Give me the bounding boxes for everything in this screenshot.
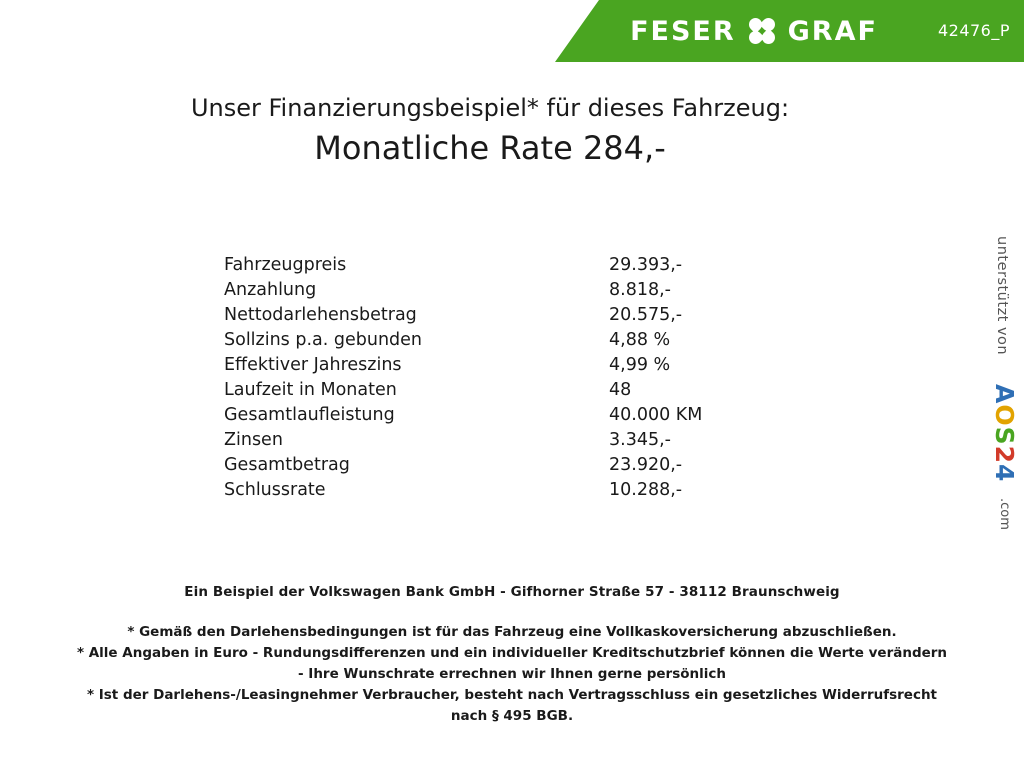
aos24-letter-2: O <box>990 404 1019 427</box>
row-value: 4,99 % <box>609 355 671 375</box>
table-row <box>224 480 784 505</box>
legal-notes <box>0 622 1024 727</box>
supported-by-sidebar <box>988 236 1024 536</box>
row-value: 48 <box>609 380 632 400</box>
row-value: 29.393,- <box>609 255 683 275</box>
row-value: 20.575,- <box>609 305 683 325</box>
brand-name-first: FESER <box>630 15 736 47</box>
brand-logo <box>599 0 909 62</box>
table-row <box>224 455 784 480</box>
title-block <box>0 94 980 167</box>
row-value: 3.345,- <box>609 430 671 450</box>
aos24-logo <box>990 384 1019 482</box>
table-row <box>224 255 784 280</box>
document-footer <box>0 584 1024 727</box>
table-row <box>224 355 784 380</box>
reference-code: 42476_P <box>937 21 1010 40</box>
finance-details-table <box>224 255 784 505</box>
banner-slant-decoration <box>555 0 599 62</box>
page-subtitle: Unser Finanzierungsbeispiel* für dieses Fahrzeug: <box>190 94 790 122</box>
row-label: Gesamtlaufleistung <box>224 405 395 425</box>
row-label: Anzahlung <box>224 280 317 300</box>
table-row <box>224 280 784 305</box>
aos24-letter-1: A <box>990 384 1019 405</box>
document-header <box>0 0 1024 62</box>
row-value: 4,88 % <box>609 330 671 350</box>
page-title: Monatliche Rate 284,- <box>314 129 666 167</box>
table-row <box>224 305 784 330</box>
legal-note-2: * Alle Angaben in Euro - Rundungsdifferenzen und ein individueller Kreditschutzbrief können die Werte verändern <box>76 644 948 661</box>
table-row <box>224 430 784 455</box>
brand-banner <box>599 0 1024 62</box>
table-row <box>224 380 784 405</box>
row-value: 40.000 KM <box>609 405 703 425</box>
row-label: Fahrzeugpreis <box>224 255 347 275</box>
row-label: Zinsen <box>224 430 283 450</box>
row-value: 10.288,- <box>609 480 683 500</box>
legal-note-3: - Ihre Wunschrate errechnen wir Ihnen gerne persönlich <box>298 665 726 682</box>
row-label: Sollzins p.a. gebunden <box>224 330 423 350</box>
table-row <box>224 330 784 355</box>
row-label: Gesamtbetrag <box>224 455 350 475</box>
aos24-domain: .com <box>997 498 1012 530</box>
legal-note-5: nach § 495 BGB. <box>450 707 574 724</box>
brand-name-second: GRAF <box>787 15 878 47</box>
supported-by-label: unterstützt von <box>994 236 1010 356</box>
legal-note-4: * Ist der Darlehens-/Leasingnehmer Verbraucher, besteht nach Vertragsschluss ein gesetzliches Widerrufsrecht <box>86 686 938 703</box>
row-value: 8.818,- <box>609 280 671 300</box>
row-label: Laufzeit in Monaten <box>224 380 397 400</box>
bank-info-line: Ein Beispiel der Volkswagen Bank GmbH - Gifhorner Straße 57 - 38112 Braunschweig <box>184 584 840 600</box>
row-label: Effektiver Jahreszins <box>224 355 402 375</box>
legal-note-1: * Gemäß den Darlehensbedingungen ist für das Fahrzeug eine Vollkaskoversicherung abzuschließen. <box>127 624 897 640</box>
aos24-letter-3: S <box>990 426 1019 446</box>
aos24-letter-5: 4 <box>990 464 1019 483</box>
row-label: Schlussrate <box>224 480 326 500</box>
row-value: 23.920,- <box>609 455 683 475</box>
aos24-letter-4: 2 <box>990 445 1019 465</box>
row-label: Nettodarlehensbetrag <box>224 305 417 325</box>
clover-icon <box>749 18 775 44</box>
table-row <box>224 405 784 430</box>
